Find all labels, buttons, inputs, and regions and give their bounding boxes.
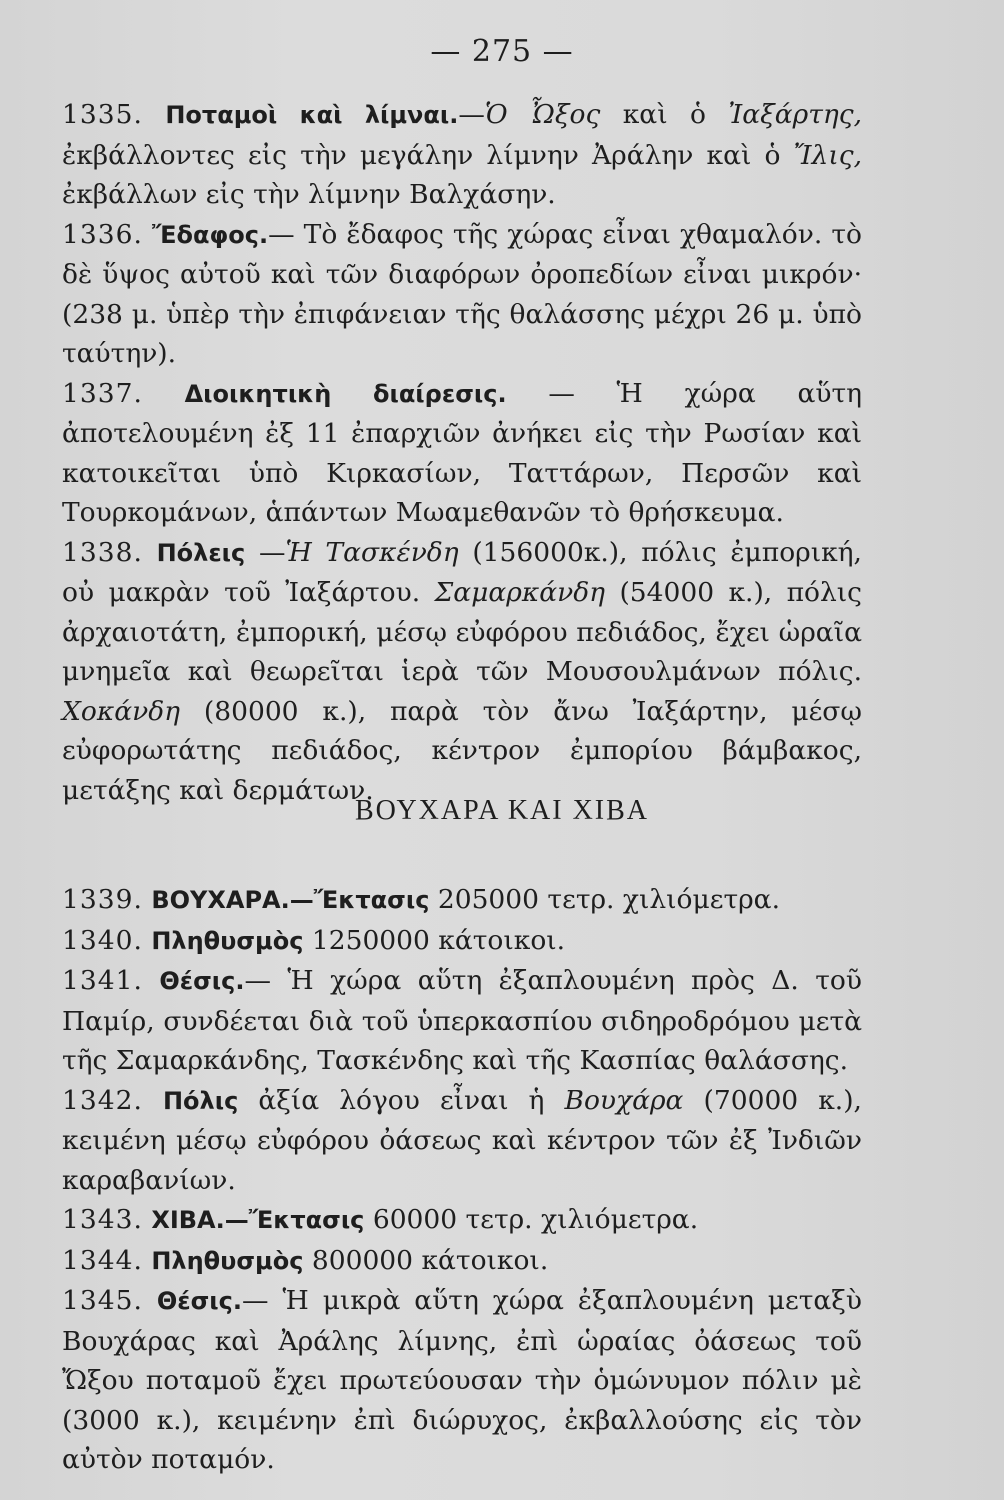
paragraph-1345 bbox=[62, 1281, 862, 1480]
paragraph-text: (54000 κ.), πόλις ἀρχαιοτάτη, ἐμπορική, μέσῳ εὐφόρου πεδιάδος, ἔχει ὡραῖα μνημεῖα καὶ θεωρεῖται ἱερὰ τῶν Μουσουλμάνων πόλις. bbox=[62, 577, 862, 687]
paragraph-1339 bbox=[62, 880, 862, 921]
text-block-upper bbox=[62, 95, 862, 810]
paragraph-text: καὶ ὁ bbox=[600, 99, 729, 130]
italic-name: Χοκάνδη bbox=[62, 695, 181, 727]
paragraph-heading: Θέσις. bbox=[159, 967, 245, 995]
paragraph-text: ἀξία λόγου εἶναι ἡ bbox=[238, 1084, 565, 1116]
paragraph-text: ἐκβάλλοντες εἰς τὴν μεγάλην λίμνην Ἀράλην καὶ ὁ bbox=[62, 139, 794, 171]
page-number: — 275 — bbox=[430, 34, 574, 69]
paragraph-number: 1340. bbox=[62, 924, 143, 956]
paragraph-text: (156000κ.), πόλις ἐμπορική, οὐ μακρὰν τοῦ Ἰαξάρτου. bbox=[62, 536, 862, 608]
paragraph-heading: ΒΟΥΧΑΡΑ.—Ἔκτασις bbox=[151, 886, 430, 914]
paragraph-1343 bbox=[62, 1200, 862, 1241]
section-title: ΒΟΥΧΑΡΑ ΚΑΙ ΧΙΒΑ bbox=[354, 795, 650, 826]
paragraph-text: — Ἡ μικρὰ αὕτη χώρα ἐξαπλουμένη μεταξὺ Βουχάρας καὶ Ἀράλης λίμνης, ἐπὶ ὡραίας ὀάσεως τοῦ Ὤξου ποταμοῦ ἔχει πρωτεύουσαν τὴν ὁμώνυμον πόλιν μὲ (3000 κ.), κειμένην ἐπὶ διώρυχος, ἐκβαλλούσης εἰς τὸν αὐτὸν ποταμόν. bbox=[62, 1285, 862, 1475]
paragraph-number: 1342. bbox=[62, 1084, 143, 1116]
paragraph-text: (70000 κ.), κειμένη μέσῳ εὐφόρου ὀάσεως καὶ κέντρον τῶν ἐξ Ἰνδιῶν καραβανίων. bbox=[62, 1084, 862, 1196]
italic-name: Ἡ Τασκένδη bbox=[285, 536, 459, 568]
paragraph-1342 bbox=[62, 1081, 862, 1201]
paragraph-number: 1337. bbox=[62, 377, 143, 409]
italic-name: Ἴλις, bbox=[793, 139, 862, 171]
paragraph-1344 bbox=[62, 1241, 862, 1282]
paragraph-number: 1345. bbox=[62, 1285, 143, 1316]
paragraph-1341 bbox=[62, 961, 862, 1081]
paragraph-number: 1343. bbox=[62, 1204, 143, 1235]
paragraph-1336 bbox=[62, 215, 862, 374]
paragraph-number: 1336. bbox=[62, 218, 143, 250]
italic-name: Ὁ Ὦξος bbox=[484, 99, 601, 130]
paragraph-text: 800000 κάτοικοι. bbox=[303, 1244, 549, 1276]
paragraph-text: — Τὸ ἔδαφος τῆς χώρας εἶναι χθαμαλόν. τὸ δὲ ὕψος αὐτοῦ καὶ τῶν διαφόρων ὀροπεδίων εἶναι μικρόν· (238 μ. ὑπὲρ τὴν ἐπιφάνειαν τῆς θαλάσσης μέχρι 26 μ. ὑπὸ ταύτην). bbox=[62, 218, 862, 369]
paragraph-heading: Διοικητικὴ διαίρεσις. bbox=[184, 379, 507, 408]
paragraph-text: 1250000 κάτοικοι. bbox=[303, 924, 566, 956]
paragraph-heading: Πληθυσμὸς bbox=[151, 1246, 304, 1275]
paragraph-1337 bbox=[62, 374, 862, 533]
paragraph-heading: ΧΙΒΑ.—Ἔκτασις bbox=[151, 1206, 365, 1234]
paragraph-text: — Ἡ χώρα αὕτη ἐξαπλουμένη πρὸς Δ. τοῦ Παμίρ, συνδέεται διὰ τοῦ ὑπερκασπίου σιδηροδρόμου μετὰ τῆς Σαμαρκάνδης, Τασκένδης καὶ τῆς Κασπίας θαλάσσης. bbox=[62, 965, 862, 1076]
paragraph-text: — Ἡ χώρα αὕτη ἀποτελουμένη ἐξ 11 ἐπαρχιῶν ἀνήκει εἰς τὴν Ρωσίαν καὶ κατοικεῖται ὑπὸ Κιρκασίων, Ταττάρων, Περσῶν καὶ Τουρκομάνων, ἁπάντων Μωαμεθανῶν τὸ θρήσκευμα. bbox=[62, 377, 862, 528]
paragraph-number: 1339. bbox=[62, 884, 143, 915]
paragraph-number: 1335. bbox=[62, 99, 143, 130]
paragraph-text: 60000 τετρ. χιλιόμετρα. bbox=[364, 1204, 699, 1235]
paragraph-heading: Πόλις bbox=[162, 1086, 239, 1115]
paragraph-text: (80000 κ.), παρὰ τὸν ἄνω Ἰαξάρτην, μέσῳ εὐφορωτάτης πεδιάδος, κέντρον ἐμπορίου βάμβακος, μετάξης καὶ δερμάτων. bbox=[62, 695, 862, 806]
paragraph-number: 1338. bbox=[62, 536, 143, 568]
paragraph-1340 bbox=[62, 921, 862, 962]
paragraph-1335 bbox=[62, 95, 862, 215]
paragraph-number: 1344. bbox=[62, 1244, 143, 1276]
paragraph-text: ἐκβάλλων εἰς τὴν λίμνην Βαλχάσην. bbox=[62, 179, 556, 210]
paragraph-heading: Θέσις. bbox=[156, 1287, 242, 1315]
italic-name: Σαμαρκάνδη bbox=[434, 577, 606, 608]
text-block-lower bbox=[62, 880, 862, 1480]
paragraph-heading: Πόλεις bbox=[156, 538, 246, 567]
paragraph-text: — bbox=[245, 536, 286, 568]
paragraph-heading: Ποταμοὶ καὶ λίμναι. bbox=[165, 101, 459, 129]
paragraph-1338 bbox=[62, 533, 862, 811]
paragraph-heading: Ἔδαφος. bbox=[151, 220, 269, 249]
paragraph-heading: Πληθυσμὸς bbox=[151, 926, 304, 955]
paragraph-number: 1341. bbox=[62, 965, 143, 996]
italic-name: Ἰαξάρτης, bbox=[728, 99, 862, 130]
paragraph-text: — bbox=[458, 99, 485, 130]
italic-name: Βουχάρα bbox=[564, 1084, 684, 1116]
paragraph-text: 205000 τετρ. χιλιόμετρα. bbox=[429, 884, 781, 915]
